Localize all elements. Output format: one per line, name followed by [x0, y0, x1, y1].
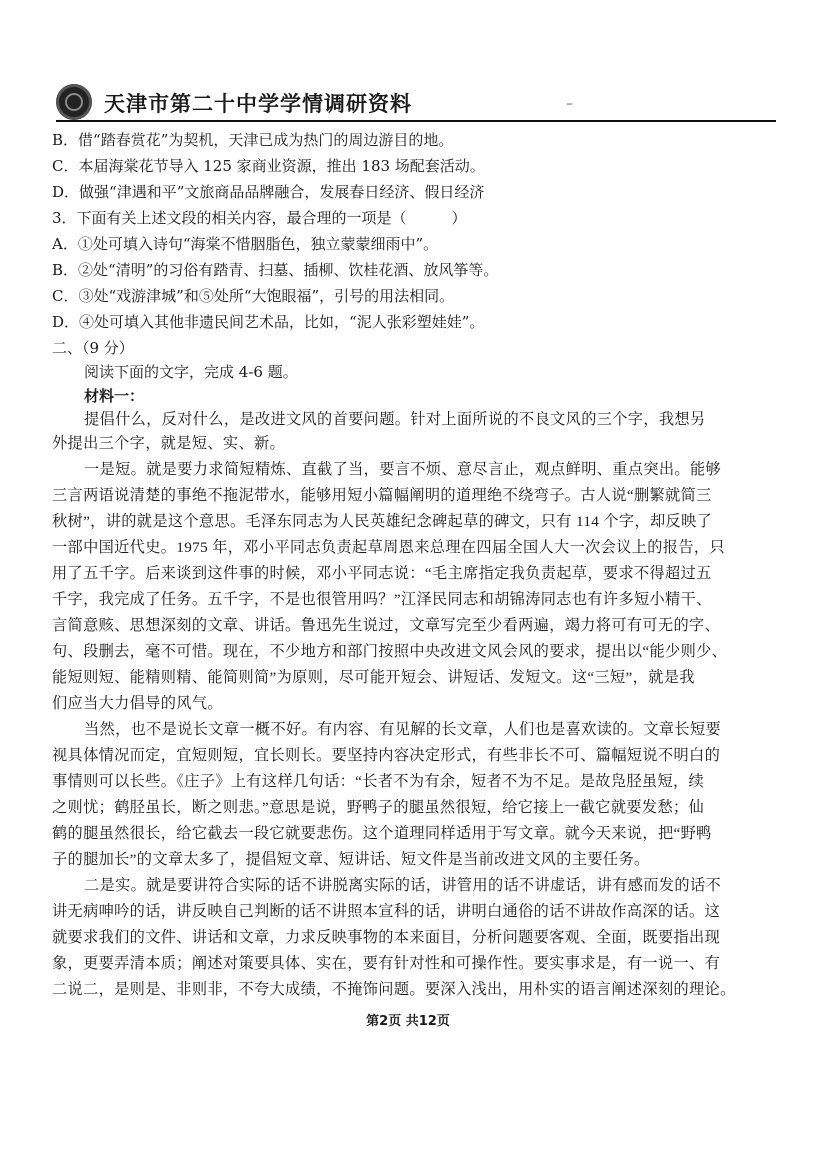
article-line: 当然，也不是说长文章一概不好。有内容、有见解的长文章，人们也是喜欢读的。文章长短要 — [84, 721, 722, 738]
header-divider — [56, 120, 776, 122]
article-line: 二说二，是则是、非则非，不夸大成绩，不掩饰问题。要深入浅出，用朴实的语言阐述深刻的理论。 — [52, 981, 736, 998]
article-line: 外提出三个字，就是短、实、新。 — [52, 435, 286, 452]
article-line: 们应当大力倡导的风气。 — [52, 695, 223, 712]
option-line: D．④处可填入其他非遗民间艺术品，比如，“泥人张彩塑娃娃”。 — [52, 313, 485, 331]
option-line: B．借“踏春赏花”为契机，天津已成为热门的周边游目的地。 — [52, 131, 454, 149]
article-line: 一是短。就是要力求简短精炼、直截了当，要言不烦、意尽言止，观点鲜明、重点突出。能够 — [84, 461, 722, 478]
header-title: 天津市第二十中学学情调研资料 — [104, 91, 412, 116]
school-logo-icon — [56, 84, 92, 120]
section-heading: 二、（9 分） — [52, 339, 134, 357]
header-dash: – — [566, 96, 573, 112]
article-line: 子的腿加长”的文章太多了，提倡短文章、短讲话、短文件是当前改进文风的主要任务。 — [52, 851, 650, 868]
article-line: 言简意赅、思想深刻的文章、讲话。鲁迅先生说过，文章写完至少看两遍，竭力将可有可无的字、 — [52, 617, 721, 634]
material-label: 材料一： — [84, 387, 145, 405]
page-header — [56, 84, 776, 124]
article-line: 句、段删去，毫不可惜。现在，不少地方和部门按照中央改进文风会风的要求，提出以“能少则少、 — [52, 643, 728, 660]
article-line: 视具体情况而定，宜短则短，宜长则长。要坚持内容决定形式，有些非长不可、篇幅短说不明白的 — [52, 747, 721, 764]
question-stem: 3．下面有关上述文段的相关内容，最合理的一项是（ ） — [52, 209, 467, 227]
option-line: C．③处“戏游津城”和⑤处所“大饱眼福”，引号的用法相同。 — [52, 287, 455, 305]
article-line: 事情则可以长些。《庄子》上有这样几句话：“长者不为有余，短者不为不足。是故凫胫虽短，续 — [52, 773, 705, 790]
article-line: 就要求我们的文件、讲话和文章，力求反映事物的本来面目，分析问题要客观、全面，既要指出现 — [52, 929, 721, 946]
article-line: 三言两语说清楚的事绝不拖泥带水，能够用短小篇幅阐明的道理绝不绕弯子。古人说“删繁就简三 — [52, 487, 712, 504]
page-footer: 第2页 共12页 — [366, 1014, 450, 1029]
article-line: 一部中国近代史。1975 年，邓小平同志负责起草周恩来总理在四届全国人大一次会议上的报告，只 — [52, 539, 725, 556]
option-line: B．②处“清明”的习俗有踏青、扫墓、插柳、饮桂花酒、放风筝等。 — [52, 261, 499, 279]
article-line: 象，更要弄清本质；阐述对策要具体、实在，要有针对性和可操作性。要实事求是，有一说一、有 — [52, 955, 721, 972]
article-line: 能短则短、能精则精、能简则简”为原则，尽可能开短会、讲短话、发短文。这“三短”，就是我 — [52, 669, 695, 686]
article-line: 千字，我完成了任务。五千字，不是也很管用吗？”江泽民同志和胡锦涛同志也有许多短小精干、 — [52, 591, 712, 608]
article-line: 秋树”，讲的就是这个意思。毛泽东同志为人民英雄纪念碑起草的碑文，只有 114 个字，却反映了 — [52, 513, 713, 530]
option-line: A．①处可填入诗句“海棠不惜胭脂色，独立蒙蒙细雨中”。 — [52, 235, 439, 253]
article-line: 用了五千字。后来谈到这件事的时候，邓小平同志说：“毛主席指定我负责起草，要求不得超过五 — [52, 565, 712, 582]
option-line: C．本届海棠花节导入 125 家商业资源，推出 183 场配套活动。 — [52, 157, 485, 175]
section-instruction: 阅读下面的文字，完成 4-6 题。 — [84, 363, 298, 381]
article-line: 讲无病呻吟的话，讲反映自己判断的话不讲照本宣科的话，讲明白通俗的话不讲故作高深的话。这 — [52, 903, 721, 920]
article-line: 鹤的腿虽然很长，给它截去一段它就要悲伤。这个道理同样适用于写文章。就今天来说，把“野鸭 — [52, 825, 712, 842]
article-line: 提倡什么，反对什么，是改进文风的首要问题。针对上面所说的不良文风的三个字，我想另 — [84, 411, 706, 428]
article-line: 二是实。就是要讲符合实际的话不讲脱离实际的话，讲管用的话不讲虚话，讲有感而发的话不 — [84, 877, 722, 894]
option-line: D．做强“津遇和平”文旅商品品牌融合，发展春日经济、假日经济 — [52, 183, 485, 201]
article-line: 之则忧；鹤胫虽长，断之则悲。”意思是说，野鸭子的腿虽然很短，给它接上一截它就要发愁；仙 — [52, 799, 705, 816]
